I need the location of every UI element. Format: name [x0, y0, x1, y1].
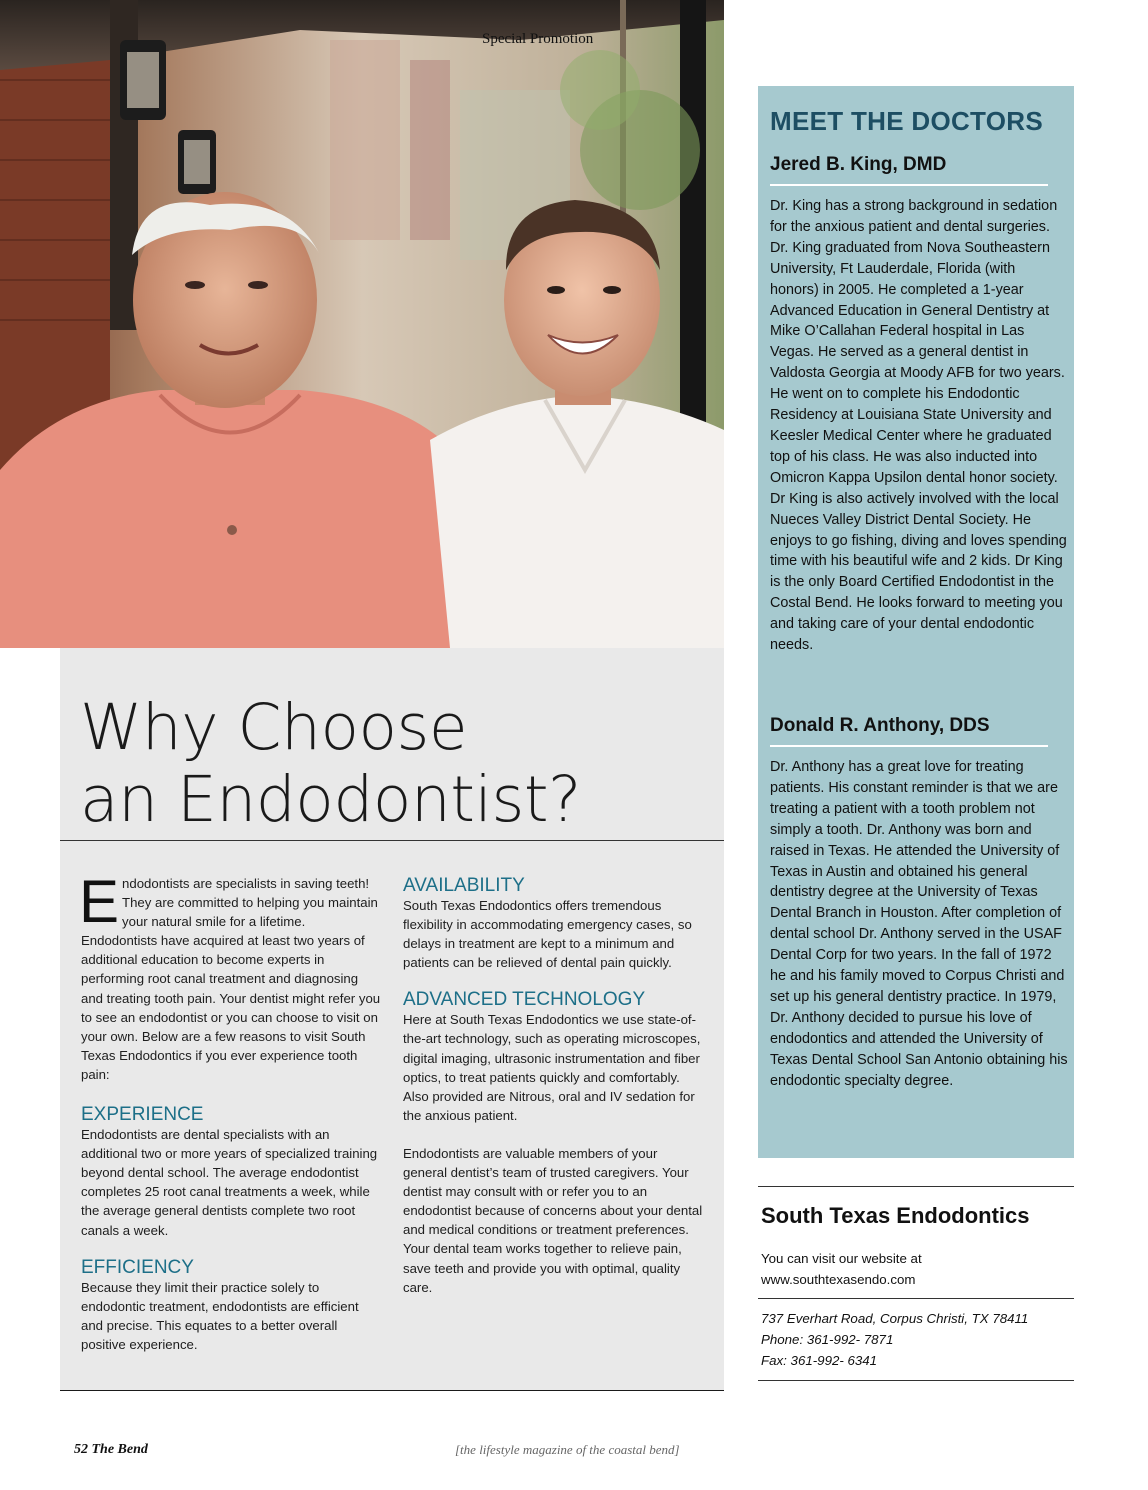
phone-number: Phone: 361-992- 7871 — [761, 1332, 894, 1347]
article-column-right — [403, 875, 705, 1297]
special-promotion-label: Special Promotion — [482, 31, 594, 47]
contact-box — [758, 1186, 1074, 1381]
experience-heading: EXPERIENCE — [81, 1104, 204, 1126]
technology-heading: ADVANCED TECHNOLOGY — [403, 989, 646, 1011]
website-intro: You can visit our website at — [761, 1251, 922, 1266]
contact-bottom-rule — [758, 1380, 1074, 1381]
contact-divider — [758, 1298, 1074, 1299]
drop-cap: E — [79, 868, 120, 935]
efficiency-text: Because they limit their practice solely to endodontic treatment, endodontists are efficient and precise. This equates to a better overall positive experience. — [81, 1279, 359, 1352]
fax-number: Fax: 361-992- 6341 — [761, 1353, 878, 1368]
headline-line-1: Why Choose — [80, 691, 468, 764]
page-number-label: 52 The Bend — [74, 1442, 148, 1457]
article-headline — [80, 692, 581, 836]
address: 737 Everhart Road, Corpus Christi, TX 78411 — [761, 1311, 1029, 1326]
practice-name: South Texas Endodontics — [761, 1203, 1030, 1228]
headline-line-2: an Endodontist? — [80, 763, 581, 836]
website-url[interactable]: www.southtexasendo.com — [761, 1271, 916, 1287]
closing-paragraph: Endodontists are valuable members of your general dentist’s team of trusted caregivers. Your dentist may consult with or refer you to an endodontist because of concerns about your dental and medical conditions or treatment preferences. Your dental team works together to relieve pain, save teeth and provide you with optimal, quality care. — [403, 1145, 703, 1295]
article-column-left — [79, 868, 383, 1354]
intro-paragraph — [79, 868, 383, 1084]
hero-photo — [0, 0, 724, 648]
magazine-tagline: [the lifestyle magazine of the coastal bend] — [455, 1442, 680, 1457]
headline-divider — [60, 840, 724, 841]
meet-the-doctors-title: MEET THE DOCTORS — [770, 106, 1044, 136]
website-info — [761, 1249, 1074, 1290]
contact-details — [761, 1308, 1074, 1371]
experience-text: Endodontists are dental specialists with an additional two or more years of specialized training beyond dental school. The average endodontist completes 25 root canal treatments a week, while the average general dentists complete two root canals a week. — [81, 1127, 378, 1238]
article-panel — [60, 648, 724, 1391]
doctor1-bio: Dr. King has a strong background in sedation for the anxious patient and dental surgeries. Dr. King graduated from Nova Southeastern University, Ft Lauderdale, Florida (with honors) in 2005. He completed a 1-year Advanced Education in General Dentistry at Mike O’Callahan Federal hospital in Las Vegas. He served as a general dentist in Valdosta Georgia at Moody AFB for two years. He went on to complete his Endodontic Residency at Louisiana State University and Keesler Medical Center where he graduated top of his class. He was also inducted into Omicron Kappa Upsilon dental honor society. Dr King is also actively involved with the local Nueces Valley District Dental Society. He enjoys to go fishing, diving and loves spending time with his beautiful wife and 2 kids. Dr King is the only Board Certified Endodontist in the Costal Bend. He looks forward to meeting you and taking care of your dental endodontic needs. — [770, 198, 1067, 654]
doctor1-name: Jered B. King, DMD — [770, 154, 1048, 186]
doctor2-name: Donald R. Anthony, DDS — [770, 715, 1048, 747]
meet-the-doctors-panel — [758, 86, 1074, 1158]
efficiency-heading: EFFICIENCY — [81, 1256, 194, 1278]
technology-text: Here at South Texas Endodontics we use state-of-the-art technology, such as operating microscopes, digital imaging, ultrasonic instrumentation and fiber optics, to treat patients quickly and comfortably. Also provided are Nitrous, oral and IV sedation for the anxious patient. — [403, 1012, 701, 1123]
intro-text: ndodontists are specialists in saving teeth! They are committed to helping you maintain your natural smile for a lifetime. Endodontists have acquired at least two years of additional education to become experts in performing root canal treatment and diagnosing and treating tooth pain. Your dentist might refer you to see an endodontist or you can choose to visit on your own. Below are a few reasons to visit South Texas Endodontics if you ever experience tooth pain: — [81, 876, 381, 1082]
availability-heading: AVAILABILITY — [403, 875, 525, 896]
doctors-portrait-illustration — [0, 0, 724, 648]
availability-text: South Texas Endodontics offers tremendous flexibility in accommodating emergency cases, so delays in treatment are kept to a minimum and patients can be relieved of dental pain quickly. — [403, 898, 692, 971]
doctor2-bio: Dr. Anthony has a great love for treating patients. His constant reminder is that we are treating a patient with a tooth problem not simply a tooth. Dr. Anthony was born and raised in Texas. He attended the University of Texas in Austin and obtained his general dentistry degree at the University of Texas Dental Branch in Houston. After completion of dental school Dr. Anthony served in the USAF Dental Corp for two years. In the fall of 1972 he and his family moved to Corpus Christi and set up his general dentistry practice. In 1979, Dr. Anthony decided to pursue his love of endodontics and attended the University of Texas Dental School San Antonio obtaining his endodontic specialty degree. — [770, 759, 1068, 1089]
